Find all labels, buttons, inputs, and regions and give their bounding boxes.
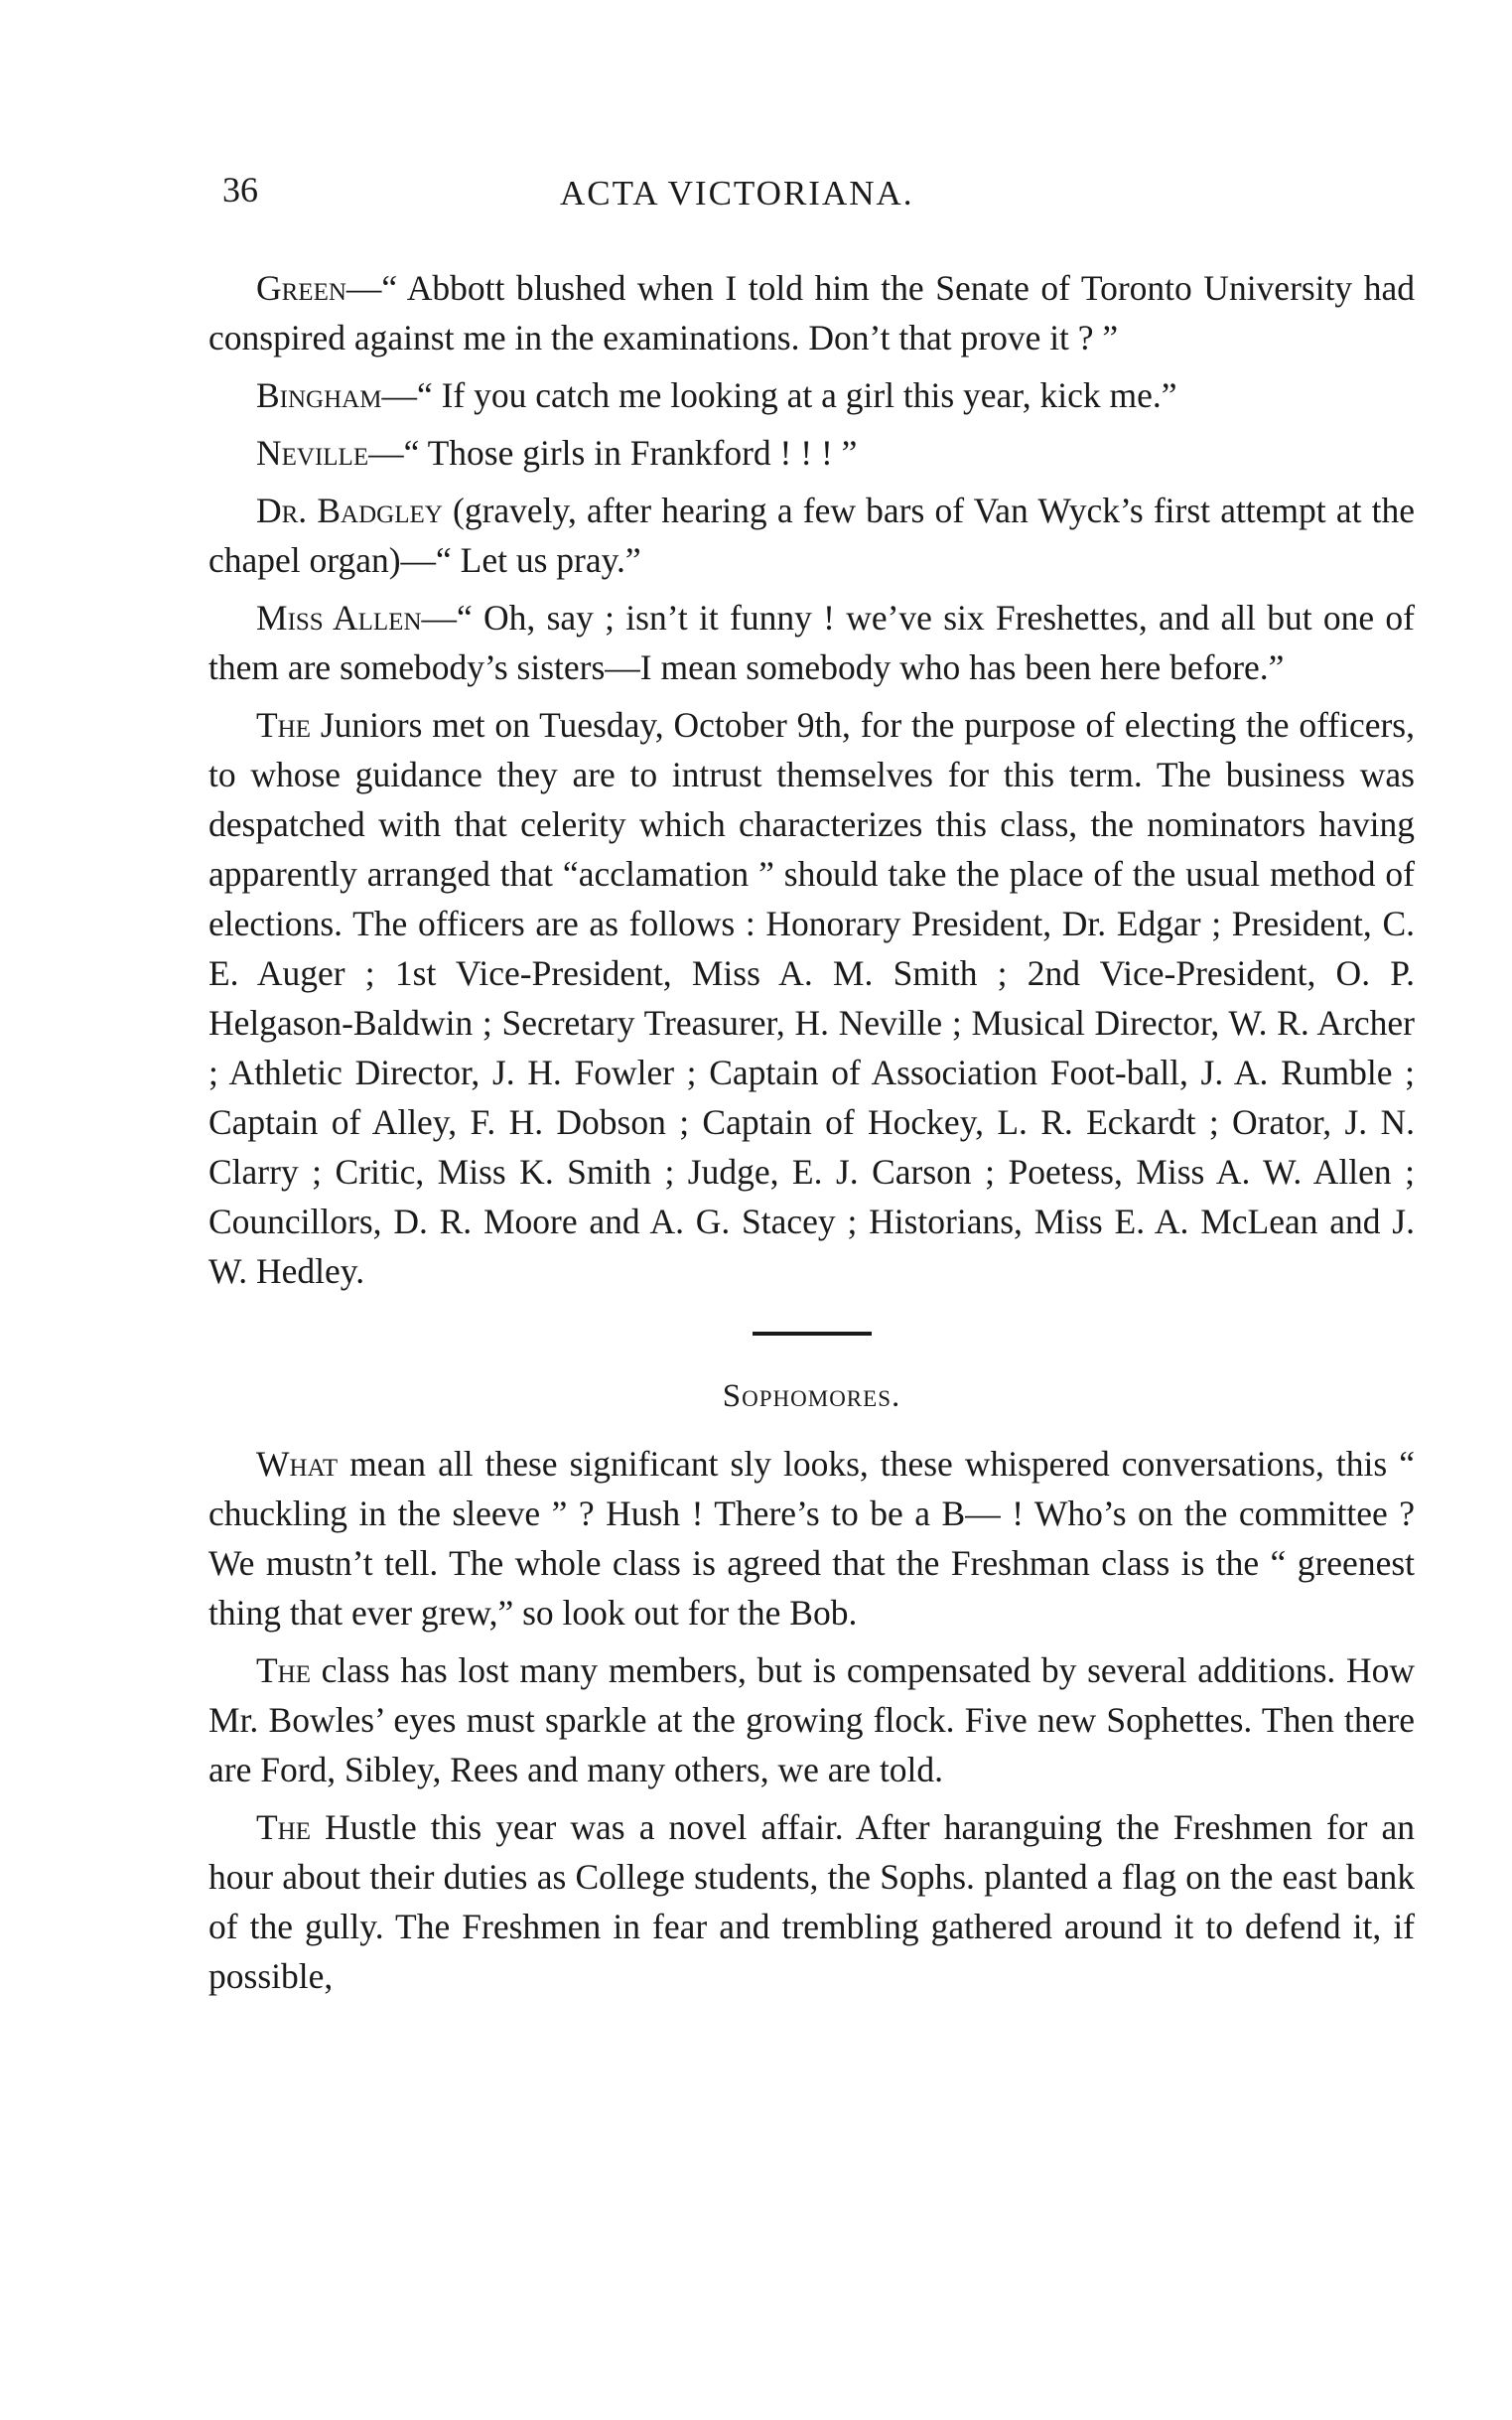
page-header <box>222 169 1394 228</box>
speaker: Green <box>256 268 346 308</box>
running-title: ACTA VICTORIANA. <box>560 174 914 213</box>
page-number: 36 <box>222 170 258 210</box>
quote-text: —“ Oh, say ; isn’t it funny ! we’ve six Freshettes, and all but one of them are somebody’s sisters—I mean somebody who has been here before.” <box>208 598 1415 687</box>
body-text <box>208 263 1415 2009</box>
lead-word: The <box>256 1650 312 1690</box>
quote-allen <box>208 593 1415 692</box>
quote-text: —“ Those girls in Frankford ! ! ! ” <box>368 433 858 473</box>
sophomores-paragraph <box>208 1645 1415 1794</box>
speaker: Dr. Badgley <box>256 491 443 530</box>
quote-green <box>208 263 1415 362</box>
quote-bingham <box>208 370 1415 420</box>
paragraph-text: mean all these significant sly looks, these whispered conversations, this “ chuckling in the sleeve ” ? Hush ! There’s to be a B— ! Who’s on the committee ? We mustn’t tell. The whole class is agreed that the Freshman class is the “ greenest thing that ever grew,” so look out for the Bob. <box>208 1444 1415 1633</box>
paragraph-text: Juniors met on Tuesday, October 9th, for the purpose of electing the officers, to whose guidance they are to intrust themselves for this term. The business was despatched with that celerity which characterizes this class, the nominators having apparently arranged that “acclamation ” should take the place of the usual method of elections. The officers are as follows : Honorary President, Dr. Edgar ; President, C. E. Auger ; 1st Vice-President, Miss A. M. Smith ; 2nd Vice-President, O. P. Helgason-Baldwin ; Secretary Treasurer, H. Neville ; Musical Director, W. R. Archer ; Athletic Director, J. H. Fowler ; Captain of Association Foot-ball, J. A. Rumble ; Captain of Alley, F. H. Dobson ; Captain of Hockey, L. R. Eckardt ; Orator, J. N. Clarry ; Critic, Miss K. Smith ; Judge, E. J. Carson ; Poetess, Miss A. W. Allen ; Councillors, D. R. Moore and A. G. Stacey ; Historians, Miss E. A. McLean and J. W. Hedley. <box>208 705 1415 1291</box>
lead-word: The <box>256 1807 312 1847</box>
lead-word: What <box>256 1444 339 1484</box>
sophomores-paragraph <box>208 1439 1415 1637</box>
section-title-sophomores: Sophomores. <box>722 1378 901 1414</box>
quote-neville <box>208 428 1415 478</box>
paragraph-text: Hustle this year was a novel affair. After haranguing the Freshmen for an hour about their duties as College students, the Sophs. planted a flag on the east bank of the gully. The Freshmen in fear and trembling gathered around it to defend it, if possible, <box>208 1807 1415 1996</box>
quote-text: —“ If you catch me looking at a girl this year, kick me.” <box>381 375 1177 415</box>
speaker: Bingham <box>256 375 382 415</box>
speaker: Neville <box>256 433 369 473</box>
quote-text: (gravely, after hearing a few bars of Van Wyck’s first attempt at the chapel organ)—“ Let us pray.” <box>208 491 1416 580</box>
juniors-paragraph <box>208 700 1415 1296</box>
sophomores-paragraph <box>208 1802 1415 2001</box>
lead-word: The <box>256 705 312 745</box>
speaker: Miss Allen <box>256 598 422 638</box>
quote-badgley <box>208 486 1415 585</box>
quote-text: —“ Abbott blushed when I told him the Senate of Toronto University had conspired against me in the examinations. Don’t that prove it ? ” <box>208 268 1415 357</box>
paragraph-text: class has lost many members, but is compensated by several additions. How Mr. Bowles’ eyes must sparkle at the growing flock. Five new Sophettes. Then there are Ford, Sibley, Rees and many others, we are told. <box>208 1650 1415 1789</box>
section-divider <box>753 1332 872 1336</box>
